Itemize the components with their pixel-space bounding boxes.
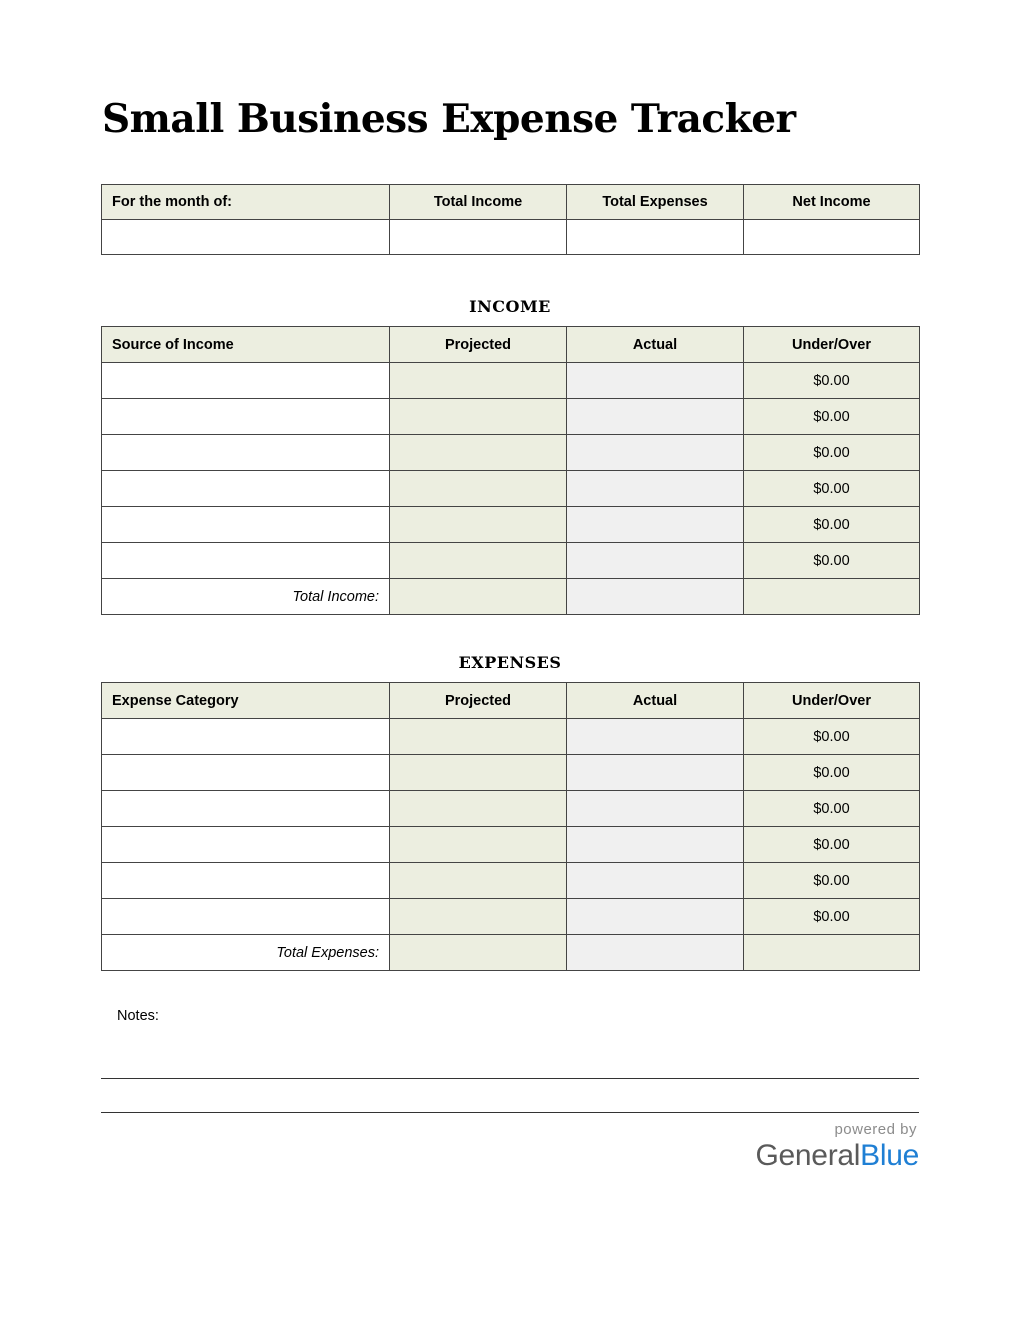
expense-row-actual[interactable]	[567, 791, 744, 827]
expense-row-actual[interactable]	[567, 755, 744, 791]
summary-value-month[interactable]	[102, 220, 390, 255]
expenses-total-projected	[390, 935, 567, 971]
expenses-table	[101, 682, 920, 971]
income-row-actual[interactable]	[567, 507, 744, 543]
table-row	[102, 791, 920, 827]
income-header-projected: Projected	[390, 327, 567, 363]
income-section-heading: INCOME	[469, 297, 551, 316]
brand-name-general: General	[755, 1139, 861, 1172]
income-row-name[interactable]	[102, 543, 390, 579]
powered-by-label: powered by	[834, 1121, 917, 1138]
expense-row-actual[interactable]	[567, 899, 744, 935]
income-row-projected[interactable]	[390, 507, 567, 543]
income-row-under-over: $0.00	[744, 507, 920, 543]
expense-row-actual[interactable]	[567, 827, 744, 863]
notes-label: Notes:	[117, 1008, 159, 1024]
income-row-projected[interactable]	[390, 435, 567, 471]
footer-logo	[756, 1122, 920, 1171]
income-row-name[interactable]	[102, 435, 390, 471]
expenses-total-label: Total Expenses:	[102, 935, 390, 971]
page-title: Small Business Expense Tracker	[102, 96, 796, 142]
summary-header-total-expenses: Total Expenses	[567, 185, 744, 220]
income-total-actual	[567, 579, 744, 615]
income-row-under-over: $0.00	[744, 471, 920, 507]
income-row-under-over: $0.00	[744, 543, 920, 579]
summary-value-total-expenses[interactable]	[567, 220, 744, 255]
table-row	[102, 863, 920, 899]
expenses-total-under-over	[744, 935, 920, 971]
table-row	[102, 471, 920, 507]
expense-row-projected[interactable]	[390, 719, 567, 755]
expenses-header-row	[102, 683, 920, 719]
income-total-projected	[390, 579, 567, 615]
income-header-actual: Actual	[567, 327, 744, 363]
income-row-projected[interactable]	[390, 363, 567, 399]
expense-row-under-over: $0.00	[744, 719, 920, 755]
summary-header-month: For the month of:	[102, 185, 390, 220]
expense-row-name[interactable]	[102, 899, 390, 935]
expenses-total-actual	[567, 935, 744, 971]
income-row-name[interactable]	[102, 399, 390, 435]
summary-value-total-income[interactable]	[390, 220, 567, 255]
table-row	[102, 399, 920, 435]
expense-row-name[interactable]	[102, 863, 390, 899]
income-total-row	[102, 579, 920, 615]
expenses-header-category: Expense Category	[102, 683, 390, 719]
summary-table	[101, 184, 920, 255]
income-row-actual[interactable]	[567, 363, 744, 399]
table-row	[102, 435, 920, 471]
income-row-under-over: $0.00	[744, 399, 920, 435]
expenses-header-under-over: Under/Over	[744, 683, 920, 719]
expense-row-actual[interactable]	[567, 863, 744, 899]
summary-value-row	[102, 220, 920, 255]
income-row-projected[interactable]	[390, 399, 567, 435]
table-row	[102, 719, 920, 755]
income-row-actual[interactable]	[567, 471, 744, 507]
income-row-projected[interactable]	[390, 471, 567, 507]
expense-row-projected[interactable]	[390, 899, 567, 935]
income-table	[101, 326, 920, 615]
table-row	[102, 507, 920, 543]
summary-header-total-income: Total Income	[390, 185, 567, 220]
expenses-header-projected: Projected	[390, 683, 567, 719]
table-row	[102, 899, 920, 935]
income-row-actual[interactable]	[567, 399, 744, 435]
income-row-actual[interactable]	[567, 435, 744, 471]
expenses-header-actual: Actual	[567, 683, 744, 719]
expense-row-name[interactable]	[102, 827, 390, 863]
brand-name-blue: Blue	[860, 1139, 919, 1172]
summary-header-row	[102, 185, 920, 220]
table-row	[102, 827, 920, 863]
table-row	[102, 755, 920, 791]
income-row-projected[interactable]	[390, 543, 567, 579]
expense-row-name[interactable]	[102, 755, 390, 791]
notes-line[interactable]	[101, 1078, 919, 1079]
expense-row-projected[interactable]	[390, 827, 567, 863]
summary-header-net-income: Net Income	[744, 185, 920, 220]
expense-row-under-over: $0.00	[744, 899, 920, 935]
income-total-label: Total Income:	[102, 579, 390, 615]
expense-row-under-over: $0.00	[744, 863, 920, 899]
expense-row-projected[interactable]	[390, 755, 567, 791]
income-header-source: Source of Income	[102, 327, 390, 363]
expense-row-actual[interactable]	[567, 719, 744, 755]
expense-row-under-over: $0.00	[744, 755, 920, 791]
expense-row-under-over: $0.00	[744, 791, 920, 827]
expense-row-projected[interactable]	[390, 791, 567, 827]
income-row-name[interactable]	[102, 363, 390, 399]
expense-row-name[interactable]	[102, 791, 390, 827]
income-row-name[interactable]	[102, 471, 390, 507]
expenses-section-heading: EXPENSES	[458, 653, 562, 672]
income-header-row	[102, 327, 920, 363]
income-header-under-over: Under/Over	[744, 327, 920, 363]
summary-value-net-income[interactable]	[744, 220, 920, 255]
income-row-under-over: $0.00	[744, 435, 920, 471]
expenses-total-row	[102, 935, 920, 971]
income-total-under-over	[744, 579, 920, 615]
income-row-name[interactable]	[102, 507, 390, 543]
expense-row-projected[interactable]	[390, 863, 567, 899]
expense-row-name[interactable]	[102, 719, 390, 755]
notes-line[interactable]	[101, 1112, 919, 1113]
income-row-under-over: $0.00	[744, 363, 920, 399]
table-row	[102, 543, 920, 579]
brand-name	[756, 1141, 920, 1171]
expense-row-under-over: $0.00	[744, 827, 920, 863]
income-row-actual[interactable]	[567, 543, 744, 579]
table-row	[102, 363, 920, 399]
